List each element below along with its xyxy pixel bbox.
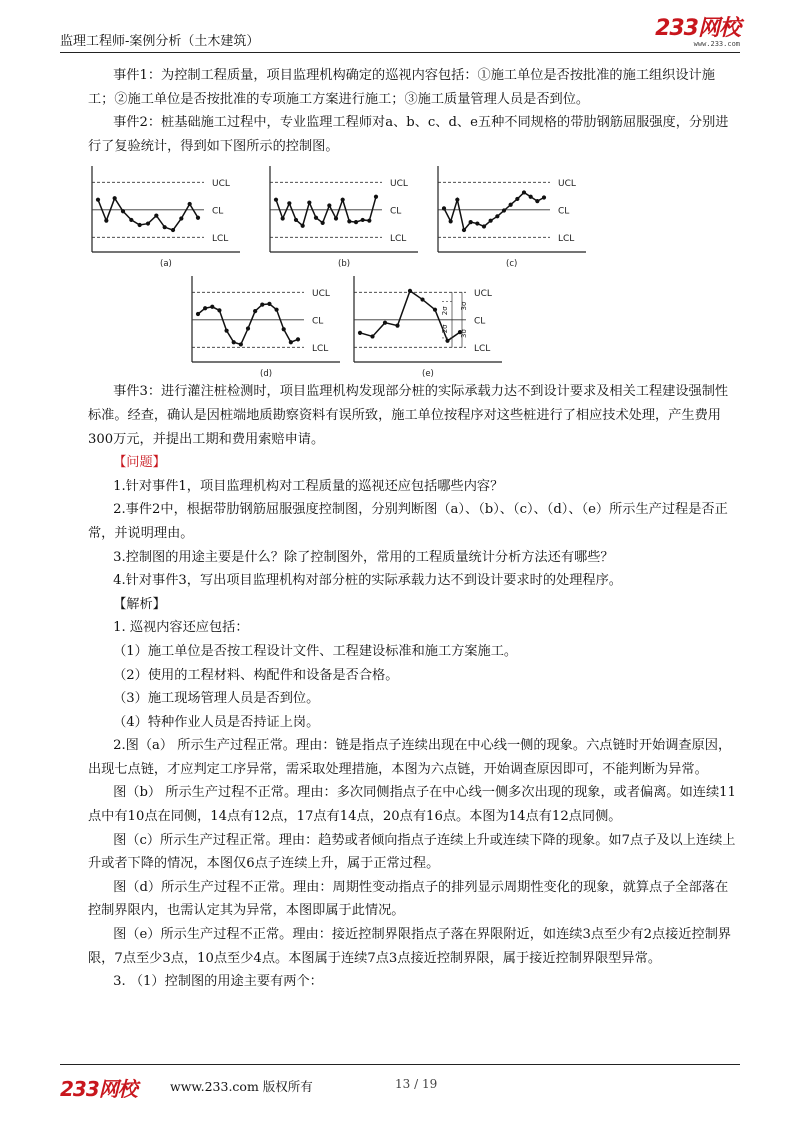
zone-label: 2σ	[441, 324, 449, 334]
data-point	[370, 335, 374, 339]
paragraph: （3）施工现场管理人员是否到位。	[113, 691, 320, 707]
data-point	[367, 219, 371, 223]
paragraph: 【解析】	[113, 596, 166, 612]
cl-label: CL	[474, 316, 486, 327]
paragraph: （1）施工单位是否按工程设计文件、工程建设标准和施工方案施工。	[113, 643, 518, 659]
data-point	[445, 339, 449, 343]
data-point	[449, 220, 453, 224]
paragraph: 2.图（a） 所示生产过程正常。理由：链是指点子连续出现在中心线一侧的现象。六点链时开始调查原因，出现七点链，才应判定工序异常，需采取处理措施，本图为六点链，开始调查原因即可，不能判断为异常。	[88, 738, 732, 777]
data-point	[96, 198, 100, 202]
footer-logo: 233网校	[60, 1077, 137, 1101]
data-point	[239, 343, 243, 347]
data-point	[224, 329, 228, 333]
zone-label: 3σ	[460, 301, 468, 311]
data-point	[420, 298, 424, 302]
data-point	[383, 321, 387, 325]
page-number: 13 / 19	[395, 1077, 438, 1091]
cl-label: CL	[390, 206, 402, 217]
data-point	[515, 197, 519, 201]
data-point	[113, 197, 117, 201]
data-point	[314, 216, 318, 220]
data-point	[260, 303, 264, 307]
data-point	[232, 341, 236, 345]
series-line	[444, 193, 544, 231]
analysis-section	[88, 380, 738, 993]
zone-label: 2σ	[441, 306, 449, 316]
series-line	[198, 304, 298, 345]
data-point	[171, 228, 175, 232]
data-point	[203, 307, 207, 311]
data-point	[282, 327, 286, 331]
chart-title: (d)	[260, 369, 273, 380]
data-point	[502, 209, 506, 213]
page-footer	[60, 1064, 740, 1101]
chart-title: (c)	[506, 259, 518, 270]
lcl-label: LCL	[312, 344, 329, 355]
header-title: 监理工程师-案例分析（土木建筑）	[60, 34, 260, 49]
lcl-label: LCL	[474, 344, 491, 355]
data-point	[217, 309, 221, 313]
paragraph: 图（d）所示生产过程不正常。理由：周期性变动指点子的排列显示周期性变化的现象，就算点子全部落在控制界限内，也需认定其为异常，本图即属于此情况。	[88, 879, 729, 919]
paragraph: 图（e）所示生产过程不正常。理由：接近控制界限指点子落在界限附近，如连续3点至少有2点接近控制界限，7点至少3点，10点至少4点。本图属于连续7点3点接近控制界限，属于接近控制界限型异常。	[88, 927, 732, 966]
data-point	[455, 198, 459, 202]
cl-label: CL	[212, 206, 224, 217]
data-point	[121, 210, 125, 214]
data-point	[334, 217, 338, 221]
data-point	[475, 222, 479, 226]
data-point	[495, 215, 499, 219]
page-header	[60, 18, 740, 53]
paragraph: 1. 巡视内容还应包括：	[113, 620, 249, 636]
paragraph: 2.事件2中，根据带肋钢筋屈服强度控制图，分别判断图（a）、（b）、（c）、（d）、（e）所示生产过程是否正常，并说明理由。	[88, 502, 728, 541]
data-point	[482, 225, 486, 229]
brand-logo	[655, 18, 740, 48]
chart-title: (b)	[338, 259, 351, 270]
cl-label: CL	[312, 316, 324, 327]
zone-label: 3σ	[460, 329, 468, 339]
data-point	[358, 331, 362, 335]
paragraph: 图（b） 所示生产过程不正常。理由：多次同侧指点子在中心线一侧多次出现的现象，或者偏离。如连续11点中有10点在同侧，14点有12点，17点有14点，20点有16点。本图为14点有12点同侧。	[88, 785, 736, 825]
paragraph: （4）特种作业人员是否持证上岗。	[113, 714, 320, 730]
paragraph-event2: 事件2：桩基础施工过程中，专业监理工程师对a、b、c、d、e五种不同规格的带肋钢筋屈服强度，分别进行了复验统计，得到如下图所示的控制图。	[88, 115, 729, 154]
data-point	[542, 196, 546, 200]
control-charts-svg	[88, 158, 738, 380]
data-point	[154, 214, 158, 218]
paragraph: 3. （1）控制图的用途主要有两个：	[113, 974, 323, 990]
ucl-label: UCL	[212, 179, 230, 190]
data-point	[281, 217, 285, 221]
paragraph: 4.针对事件3，写出项目监理机构对部分桩的实际承载力达不到设计要求时的处理程序。	[113, 573, 622, 589]
data-point	[196, 312, 200, 316]
paragraph: （2）使用的工程材料、构配件和设备是否合格。	[113, 667, 399, 683]
data-point	[347, 220, 351, 224]
data-point	[296, 338, 300, 342]
paragraph: 图（c）所示生产过程正常。理由：趋势或者倾向指点子连续上升或连续下降的现象。如7点子及以上连续上升或者下降的情况，本图仅6点子连续上升，属于正常过程。	[88, 832, 736, 872]
data-point	[163, 225, 167, 229]
data-point	[129, 218, 133, 222]
paragraph-event1: 事件1：为控制工程质量，项目监理机构确定的巡视内容包括：①施工单位是否按批准的施工组织设计施工；②施工单位是否按批准的专项施工方案进行施工；③施工质量管理人员是否到位。	[88, 68, 715, 107]
data-point	[361, 218, 365, 222]
ucl-label: UCL	[558, 179, 576, 190]
data-point	[196, 216, 200, 220]
data-point	[138, 223, 142, 227]
lcl-label: LCL	[390, 234, 407, 245]
data-point	[489, 219, 493, 223]
data-point	[246, 327, 250, 331]
data-point	[509, 203, 513, 207]
control-charts-figure	[88, 158, 738, 380]
data-point	[327, 204, 331, 208]
paragraph: 【问题】	[113, 455, 166, 471]
data-point	[469, 220, 473, 224]
ucl-label: UCL	[312, 289, 330, 300]
data-point	[179, 217, 183, 221]
logo-text: 233网校	[655, 16, 740, 41]
data-point	[287, 202, 291, 206]
logo-url: www.233.com	[693, 40, 740, 48]
paragraph: 3.控制图的用途主要是什么？除了控制图外，常用的工程质量统计分析方法还有哪些？	[113, 549, 614, 565]
data-point	[341, 198, 345, 202]
series-line	[276, 197, 376, 226]
data-point	[354, 220, 358, 224]
data-point	[188, 202, 192, 206]
lcl-label: LCL	[212, 234, 229, 245]
data-point	[253, 309, 257, 313]
ucl-label: UCL	[390, 179, 408, 190]
data-point	[274, 308, 278, 312]
data-point	[307, 201, 311, 205]
data-point	[274, 198, 278, 202]
data-point	[294, 218, 298, 222]
document-body	[88, 64, 738, 994]
ucl-label: UCL	[474, 289, 492, 300]
data-point	[522, 191, 526, 195]
data-point	[433, 308, 437, 312]
data-point	[146, 222, 150, 226]
data-point	[408, 289, 412, 293]
chart-title: (a)	[160, 259, 172, 270]
data-point	[374, 195, 378, 199]
chart-title: (e)	[422, 369, 434, 380]
data-point	[267, 302, 271, 306]
data-point	[529, 195, 533, 199]
cl-label: CL	[558, 206, 570, 217]
paragraph: 事件3：进行灌注桩检测时，项目监理机构发现部分桩的实际承载力达不到设计要求及相关工程建设强制性标准。经查，确认是因桩端地质勘察资料有误所致，施工单位按程序对这些桩进行了相应技术处理，产生费用300万元，并提出工期和费用索赔申请。	[88, 384, 729, 447]
footer-copyright: www.233.com 版权所有	[170, 1079, 313, 1094]
data-point	[210, 305, 214, 309]
data-point	[301, 224, 305, 228]
data-point	[321, 221, 325, 225]
data-point	[462, 228, 466, 232]
data-point	[535, 199, 539, 203]
data-point	[289, 341, 293, 345]
paragraph: 1.针对事件1，项目监理机构对工程质量的巡视还应包括哪些内容？	[113, 478, 504, 494]
data-point	[442, 207, 446, 211]
data-point	[395, 324, 399, 328]
data-point	[104, 219, 108, 223]
lcl-label: LCL	[558, 234, 575, 245]
